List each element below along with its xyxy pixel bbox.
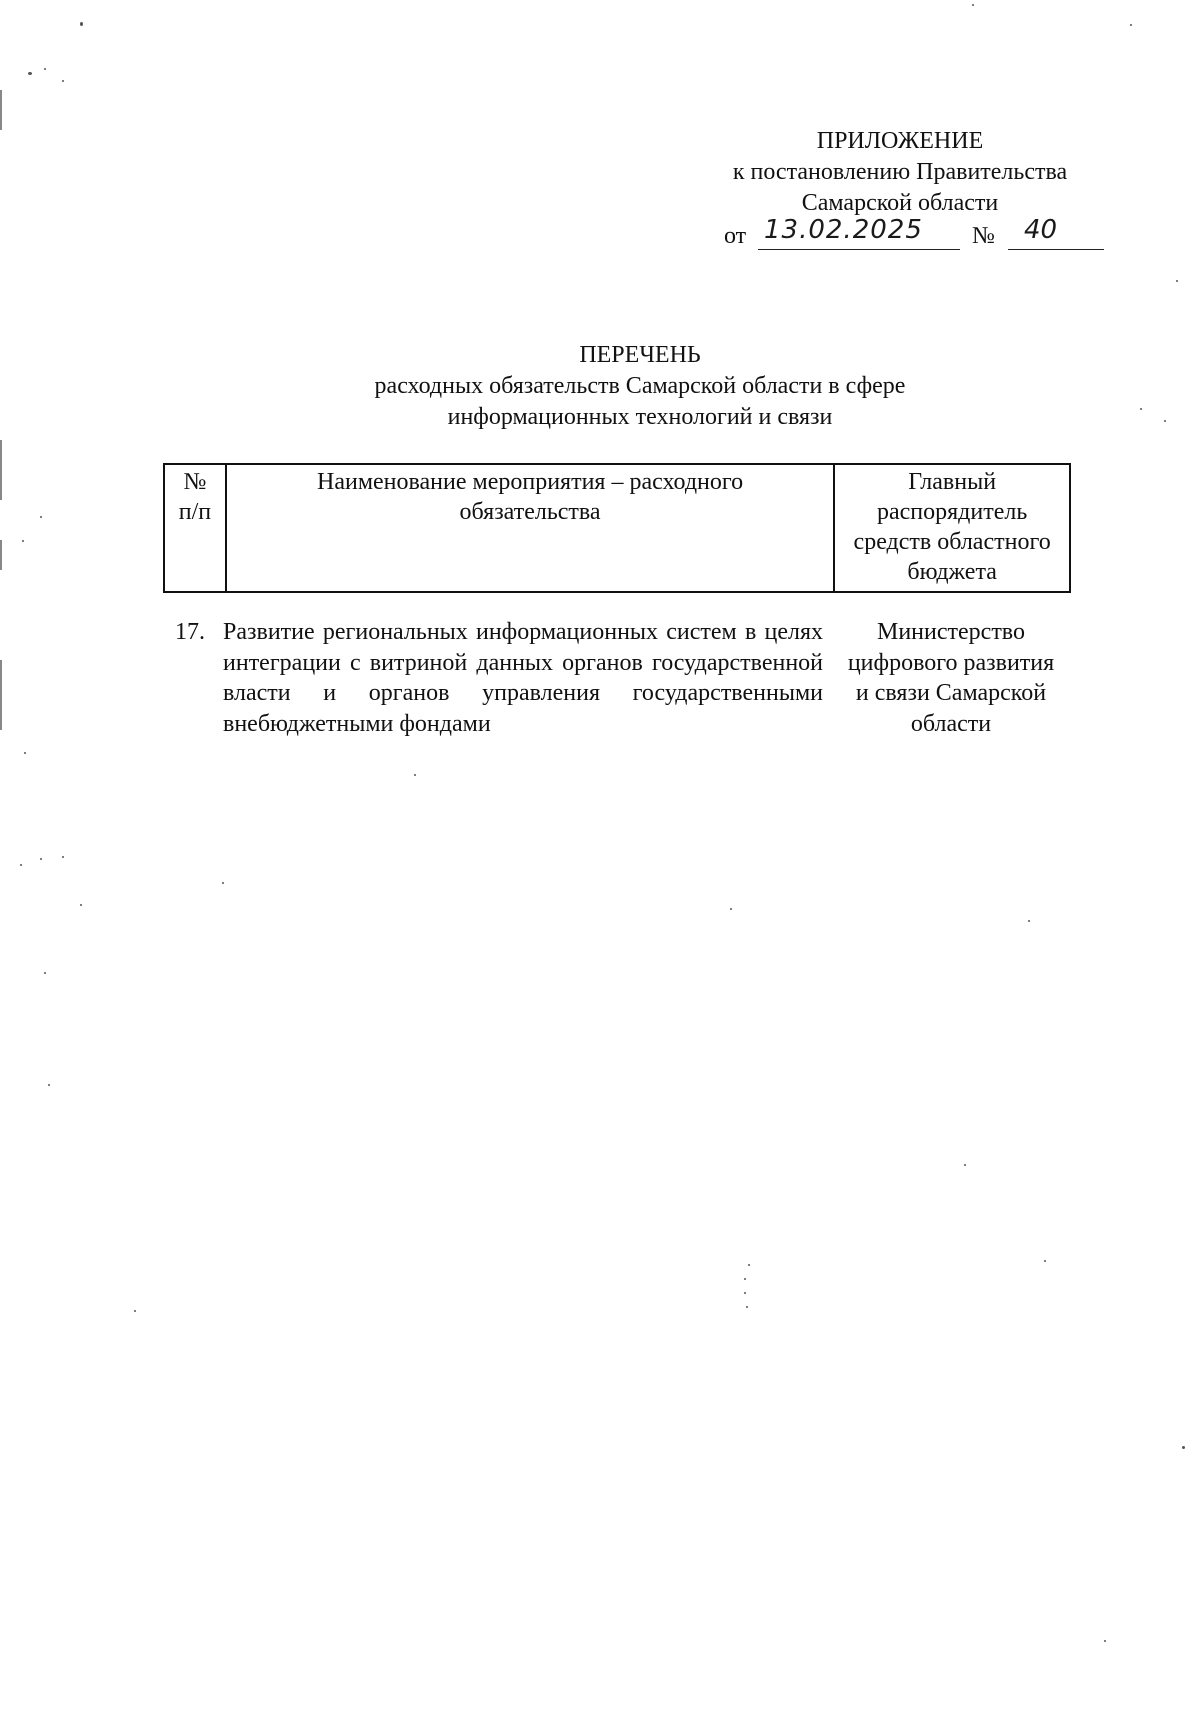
document-subtitle-line-2: информационных технологий и связи (447, 404, 833, 430)
scan-speckle (28, 72, 32, 75)
number-prefix: № (972, 223, 995, 249)
header-name-line: обязательства (459, 499, 601, 525)
scan-speckle (1176, 280, 1178, 282)
scan-speckle (40, 858, 42, 860)
row-number: 17. (175, 619, 205, 645)
number-field (1008, 215, 1104, 250)
scan-speckle (414, 774, 416, 776)
scan-edge-mark (0, 660, 2, 730)
date-field (758, 215, 960, 250)
row-responsible-line: области (910, 710, 992, 737)
header-number (164, 464, 226, 592)
scan-speckle (748, 1264, 750, 1266)
document-title-block (250, 340, 1030, 433)
scan-speckle (20, 864, 22, 866)
table-header (163, 463, 1071, 593)
document-title: ПЕРЕЧЕНЬ (579, 342, 701, 368)
scan-speckle (1028, 920, 1030, 922)
appendix-title: ПРИЛОЖЕНИЕ (816, 128, 984, 154)
scan-speckle (62, 856, 64, 858)
scan-speckle (44, 972, 46, 974)
header-responsible-line: средств областного (853, 529, 1051, 555)
scan-speckle (62, 80, 64, 82)
scan-speckle (44, 68, 46, 70)
scan-speckle (744, 1278, 746, 1280)
scan-speckle (222, 882, 224, 884)
scan-speckle (1164, 420, 1166, 422)
header-responsible (834, 464, 1070, 592)
date-number-line (690, 215, 1110, 253)
scan-edge-mark (0, 540, 2, 570)
scan-speckle (964, 1164, 966, 1166)
header-responsible-line: распорядитель (876, 499, 1028, 525)
scan-speckle (40, 516, 42, 518)
scan-speckle (1130, 24, 1132, 26)
scan-speckle (80, 22, 83, 26)
row-responsible-line: и связи Самарской (855, 680, 1047, 706)
scan-speckle (972, 4, 974, 6)
table-header-row (164, 464, 1070, 592)
header-responsible-line: Главный (908, 469, 997, 495)
handwritten-number: 40 (1024, 215, 1058, 245)
scan-speckle (744, 1292, 746, 1294)
scan-edge-mark (0, 440, 2, 500)
appendix-line-1: к постановлению Правительства (732, 159, 1068, 185)
row-responsible-line: цифрового развития (847, 649, 1055, 676)
appendix-line-2: Самарской области (801, 190, 999, 216)
scan-speckle (24, 752, 26, 754)
scan-speckle (22, 540, 24, 542)
header-name-line: Наименование мероприятия – расходного (317, 469, 744, 495)
header-responsible-line: бюджета (907, 559, 997, 585)
row-name: Развитие региональных информационных систем в целях интеграции с витриной данных органов государственной власти и органов управления государственными внебюджетными фондами (223, 619, 823, 737)
scan-speckle (48, 1084, 50, 1086)
scan-speckle (730, 908, 732, 910)
header-number-line: № (183, 469, 207, 495)
document-subtitle-line-1: расходных обязательств Самарской области в сфере (374, 373, 906, 399)
row-responsible-line: Министерство (877, 619, 1025, 645)
scan-speckle (80, 904, 82, 906)
scan-speckle (1104, 1640, 1106, 1642)
date-prefix: от (724, 223, 747, 249)
header-number-line: п/п (178, 499, 212, 525)
scan-speckle (1140, 408, 1142, 410)
appendix-header (690, 126, 1110, 253)
scan-speckle (134, 1310, 136, 1312)
scan-speckle (1182, 1446, 1185, 1449)
scan-speckle (746, 1306, 748, 1308)
row-responsible (831, 617, 1071, 739)
header-name (226, 464, 834, 592)
handwritten-date: 13.02.2025 (764, 215, 923, 245)
scan-edge-mark (0, 90, 2, 130)
scan-speckle (1044, 1260, 1046, 1262)
